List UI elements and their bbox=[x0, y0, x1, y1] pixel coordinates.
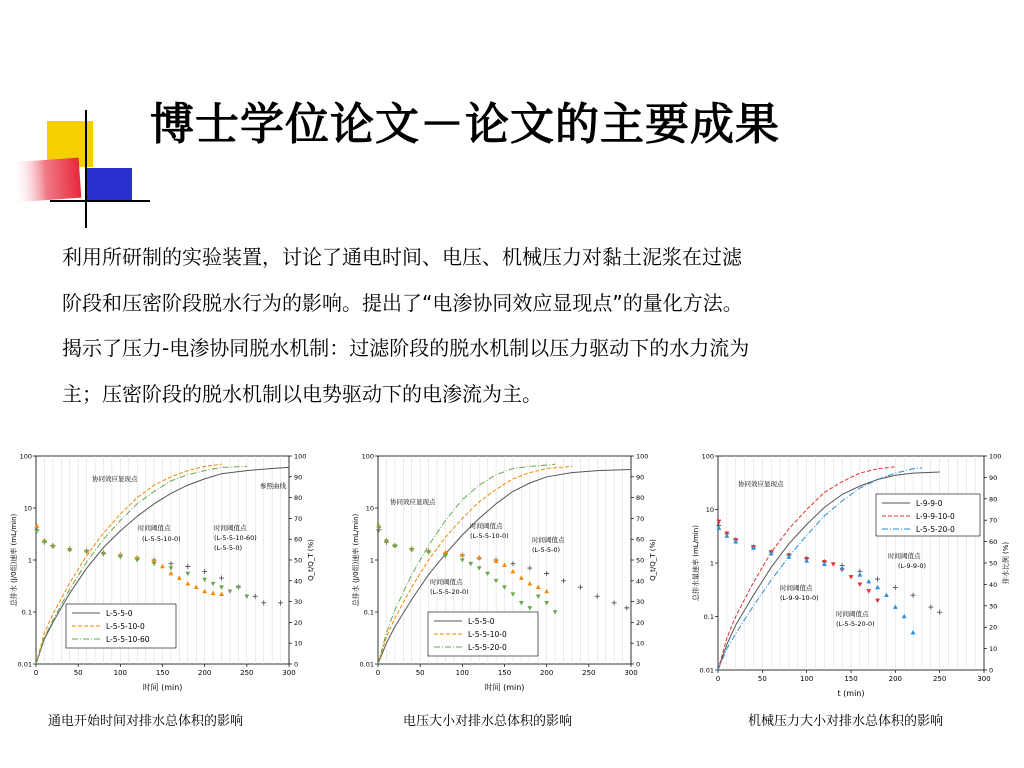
chart-caption: 电压大小对排水总体积的影响 bbox=[403, 714, 573, 729]
legend-label: L-5-5-20-0 bbox=[468, 643, 507, 652]
data-point bbox=[911, 593, 916, 598]
data-point bbox=[34, 529, 39, 533]
data-point bbox=[857, 582, 862, 586]
y-tick-label: 0.1 bbox=[363, 608, 374, 617]
x-axis-label: 时间 (min) bbox=[484, 683, 525, 692]
x-tick-label: 0 bbox=[375, 669, 381, 677]
chart-annotation: 时间阈值点 bbox=[430, 578, 463, 586]
data-point bbox=[494, 559, 499, 563]
x-tick-label: 50 bbox=[73, 669, 83, 677]
data-point bbox=[194, 585, 199, 589]
x-axis-label: t (min) bbox=[837, 689, 865, 698]
y2-tick-label: 50 bbox=[989, 559, 998, 568]
data-point bbox=[928, 605, 933, 610]
y2-tick-label: 30 bbox=[989, 602, 998, 611]
y-tick-label: 1 bbox=[27, 556, 32, 565]
corner-decoration bbox=[0, 0, 150, 230]
y-tick-label: 0.01 bbox=[359, 660, 374, 669]
data-point bbox=[893, 585, 898, 590]
y2-tick-label: 60 bbox=[636, 535, 645, 544]
chart-annotation: (L-5-5-20-0) bbox=[430, 588, 469, 596]
data-point bbox=[502, 585, 507, 589]
data-point bbox=[502, 562, 507, 566]
chart-annotation: (L-5-5-0) bbox=[214, 544, 243, 552]
chart-annotation: 时间阈值点 bbox=[470, 522, 503, 530]
data-point bbox=[477, 566, 482, 570]
chart-annotation: (L-5-5-10-0) bbox=[142, 535, 181, 543]
data-point bbox=[716, 525, 721, 529]
data-point bbox=[578, 585, 583, 590]
x-tick-label: 200 bbox=[888, 675, 903, 683]
data-point bbox=[911, 630, 916, 634]
data-point bbox=[536, 595, 541, 599]
chart-annotation: 协同效应显现点 bbox=[92, 475, 138, 483]
y2-tick-label: 40 bbox=[294, 577, 303, 586]
x-tick-label: 100 bbox=[799, 675, 814, 683]
chart-annotation: (L-5-5-10-0) bbox=[470, 532, 509, 540]
y2-tick-label: 20 bbox=[989, 623, 998, 632]
x-tick-label: 100 bbox=[113, 669, 128, 677]
legend-label: L-5-5-10-60 bbox=[106, 635, 150, 644]
data-point bbox=[519, 575, 524, 579]
x-tick-label: 250 bbox=[582, 669, 596, 677]
y2-tick-label: 90 bbox=[294, 473, 303, 482]
chart-voltage bbox=[350, 444, 666, 704]
y2-tick-label: 10 bbox=[636, 639, 645, 648]
y2-tick-label: 80 bbox=[294, 494, 303, 503]
legend-label: L-5-5-20-0 bbox=[916, 525, 955, 534]
data-point bbox=[468, 562, 473, 566]
data-point bbox=[101, 552, 106, 556]
data-point bbox=[211, 591, 216, 595]
data-point bbox=[494, 579, 499, 583]
x-tick-label: 0 bbox=[715, 675, 721, 683]
x-axis-label: 时间 (min) bbox=[142, 683, 183, 692]
data-point bbox=[544, 601, 549, 605]
data-point bbox=[219, 576, 224, 581]
y2-tick-label: 90 bbox=[989, 473, 998, 482]
y-tick-label: 10 bbox=[23, 504, 32, 513]
data-point bbox=[519, 601, 524, 605]
x-tick-label: 150 bbox=[155, 669, 170, 677]
chart-annotation: (L-5-5-0) bbox=[532, 546, 561, 554]
y2-tick-label: 10 bbox=[989, 645, 998, 654]
data-point bbox=[544, 589, 549, 593]
y-tick-label: 100 bbox=[701, 452, 714, 461]
data-point bbox=[185, 572, 190, 576]
x-tick-label: 200 bbox=[197, 669, 212, 677]
x-tick-label: 300 bbox=[977, 675, 991, 683]
data-point bbox=[875, 599, 880, 603]
chart-caption: 机械压力大小对排水总体积的影响 bbox=[748, 714, 944, 729]
slide-title: 博士学位论文－论文的主要成果 bbox=[150, 99, 780, 150]
data-point bbox=[866, 589, 871, 593]
x-tick-label: 50 bbox=[757, 675, 767, 683]
data-point bbox=[875, 577, 880, 582]
y-tick-label: 10 bbox=[365, 504, 374, 513]
y-tick-label: 1 bbox=[369, 556, 374, 565]
y-tick-label: 10 bbox=[705, 506, 714, 514]
legend-label: L-5-5-10-0 bbox=[468, 630, 507, 639]
y2-tick-label: 10 bbox=[294, 639, 303, 648]
data-point bbox=[857, 572, 862, 576]
y2-tick-label: 100 bbox=[636, 452, 649, 461]
data-point bbox=[169, 566, 174, 570]
x-tick-label: 150 bbox=[497, 669, 512, 677]
data-point bbox=[118, 555, 123, 559]
data-point bbox=[595, 594, 600, 599]
y2-tick-label: 30 bbox=[294, 598, 303, 607]
chart-annotation: 协同效应显现点 bbox=[390, 498, 436, 506]
legend-label: L-5-5-0 bbox=[106, 609, 133, 618]
data-point bbox=[716, 520, 721, 524]
data-point bbox=[511, 569, 516, 573]
data-point bbox=[624, 605, 629, 610]
data-point bbox=[169, 571, 174, 575]
data-point bbox=[510, 561, 515, 566]
data-point bbox=[278, 600, 283, 605]
data-point bbox=[527, 581, 532, 585]
data-point bbox=[612, 600, 617, 605]
y-axis-label: 总排水 (J/0组)速率 (mL/min) bbox=[10, 513, 18, 607]
y2-axis-label: Q_t/Q_T (%) bbox=[307, 539, 315, 581]
data-point bbox=[219, 585, 224, 589]
data-point bbox=[840, 566, 845, 570]
data-point bbox=[253, 594, 258, 599]
chart-annotation: (L-9-9-0) bbox=[898, 562, 927, 570]
chart-annotation: 时间阈值点 bbox=[888, 552, 921, 560]
data-point bbox=[202, 589, 207, 593]
paragraph-line: 主；压密阶段的脱水机制以电势驱动下的电渗流为主。 bbox=[62, 381, 542, 406]
data-point bbox=[553, 610, 558, 614]
data-point bbox=[135, 558, 140, 562]
data-point bbox=[219, 592, 224, 596]
y2-tick-label: 80 bbox=[989, 495, 998, 504]
data-point bbox=[261, 600, 266, 605]
chart-energize-time bbox=[6, 444, 322, 704]
data-point bbox=[426, 551, 431, 555]
deco-red-bar bbox=[11, 158, 82, 203]
x-tick-label: 100 bbox=[455, 669, 470, 677]
paragraph-line: 利用所研制的实验装置，讨论了通电时间、电压、机械压力对黏土泥浆在过滤 bbox=[62, 245, 742, 269]
y2-tick-label: 100 bbox=[989, 452, 1002, 461]
y2-tick-label: 70 bbox=[294, 514, 303, 523]
data-point bbox=[937, 610, 942, 615]
data-point bbox=[902, 614, 907, 618]
chart-annotation: (L-5-5-10-60) bbox=[214, 534, 257, 542]
y2-tick-label: 0 bbox=[636, 660, 641, 669]
data-point bbox=[202, 569, 207, 574]
y2-tick-label: 90 bbox=[636, 473, 645, 482]
data-point bbox=[244, 595, 249, 599]
data-point bbox=[884, 593, 889, 597]
y2-tick-label: 20 bbox=[294, 618, 303, 627]
chart-annotation: 时间阈值点 bbox=[138, 524, 171, 532]
paragraph-line: 揭示了压力-电渗协同脱水机制：过滤阶段的脱水机制以压力驱动下的水力流为 bbox=[62, 336, 750, 360]
chart-annotation: (L-9-9-10-0) bbox=[780, 594, 819, 602]
data-point bbox=[866, 579, 871, 583]
legend-label: L-9-9-0 bbox=[916, 499, 943, 508]
y2-tick-label: 60 bbox=[989, 538, 998, 547]
y2-tick-label: 40 bbox=[989, 580, 998, 589]
y2-tick-label: 20 bbox=[636, 618, 645, 627]
y2-axis-label: 排水比例 (%) bbox=[1002, 541, 1010, 585]
chart-annotation: 时间阈值点 bbox=[836, 610, 869, 618]
data-point bbox=[536, 585, 541, 589]
data-point bbox=[460, 558, 465, 562]
data-point bbox=[561, 578, 566, 583]
data-point bbox=[185, 581, 190, 585]
y2-tick-label: 50 bbox=[294, 556, 303, 565]
data-point bbox=[511, 592, 516, 596]
y2-tick-label: 0 bbox=[989, 666, 994, 675]
chart-annotation: 时间阈值点 bbox=[532, 536, 565, 544]
data-point bbox=[544, 571, 549, 576]
chart-annotation: (L-5-5-20-0) bbox=[836, 620, 875, 628]
y-axis-label: 总排水 (J/0组)速率 (mL/min) bbox=[352, 513, 360, 607]
data-point bbox=[185, 564, 190, 569]
x-tick-label: 250 bbox=[240, 669, 254, 677]
chart-annotation: 时间阈值点 bbox=[214, 524, 247, 532]
data-point bbox=[152, 562, 157, 566]
x-tick-label: 50 bbox=[415, 669, 425, 677]
data-point bbox=[831, 562, 836, 566]
data-point bbox=[409, 548, 414, 552]
data-point bbox=[527, 566, 532, 571]
paragraph-line: 阶段和压密阶段脱水行为的影响。提出了“电渗协同效应显现点”的量化方法。 bbox=[62, 290, 743, 315]
data-point bbox=[527, 606, 532, 610]
data-point bbox=[211, 582, 216, 586]
x-tick-label: 300 bbox=[282, 669, 296, 677]
deco-blue-square bbox=[86, 168, 132, 202]
x-tick-label: 250 bbox=[932, 675, 947, 683]
y2-tick-label: 70 bbox=[636, 514, 645, 523]
data-point bbox=[177, 575, 182, 579]
data-point bbox=[202, 578, 207, 582]
x-tick-label: 150 bbox=[844, 675, 858, 683]
data-point bbox=[228, 590, 233, 594]
chart-annotation: 参照曲线 bbox=[260, 482, 286, 490]
y-tick-label: 1 bbox=[709, 559, 714, 568]
y2-axis-label: Q_t/Q_T (%) bbox=[649, 539, 657, 581]
data-point bbox=[160, 564, 165, 568]
legend-label: L-9-9-10-0 bbox=[916, 512, 955, 521]
y2-tick-label: 80 bbox=[636, 494, 645, 503]
y-tick-label: 0.1 bbox=[21, 608, 32, 617]
y2-tick-label: 50 bbox=[636, 556, 645, 565]
legend-label: L-5-5-10-0 bbox=[106, 622, 145, 631]
x-tick-label: 300 bbox=[624, 669, 638, 677]
legend-label: L-5-5-0 bbox=[468, 617, 495, 626]
y2-tick-label: 60 bbox=[294, 535, 303, 544]
chart-annotation: 协同效应显现点 bbox=[738, 480, 784, 488]
data-point bbox=[893, 604, 898, 608]
chart-caption: 通电开始时间对排水总体积的影响 bbox=[48, 714, 244, 729]
x-tick-label: 0 bbox=[33, 669, 39, 677]
data-point bbox=[485, 572, 490, 576]
data-point bbox=[849, 575, 854, 579]
data-point bbox=[34, 523, 39, 527]
y2-tick-label: 40 bbox=[636, 577, 645, 586]
y-axis-label: 总排水量速率 (mL/min) bbox=[692, 525, 700, 601]
y2-tick-label: 30 bbox=[636, 598, 645, 607]
y2-tick-label: 100 bbox=[294, 452, 307, 461]
slide-paragraph bbox=[62, 235, 992, 417]
data-point bbox=[168, 561, 173, 566]
y-tick-label: 0.1 bbox=[703, 613, 714, 621]
y-tick-label: 0.01 bbox=[699, 666, 714, 675]
y-tick-label: 0.01 bbox=[17, 660, 32, 669]
chart-mechanical-pressure bbox=[688, 444, 1018, 704]
y-tick-label: 100 bbox=[361, 452, 374, 461]
y2-tick-label: 70 bbox=[989, 516, 998, 525]
x-tick-label: 200 bbox=[539, 669, 554, 677]
y-tick-label: 100 bbox=[19, 452, 32, 461]
y2-tick-label: 0 bbox=[294, 660, 299, 669]
chart-annotation: 时间阈值点 bbox=[780, 584, 813, 592]
data-point bbox=[875, 585, 880, 589]
